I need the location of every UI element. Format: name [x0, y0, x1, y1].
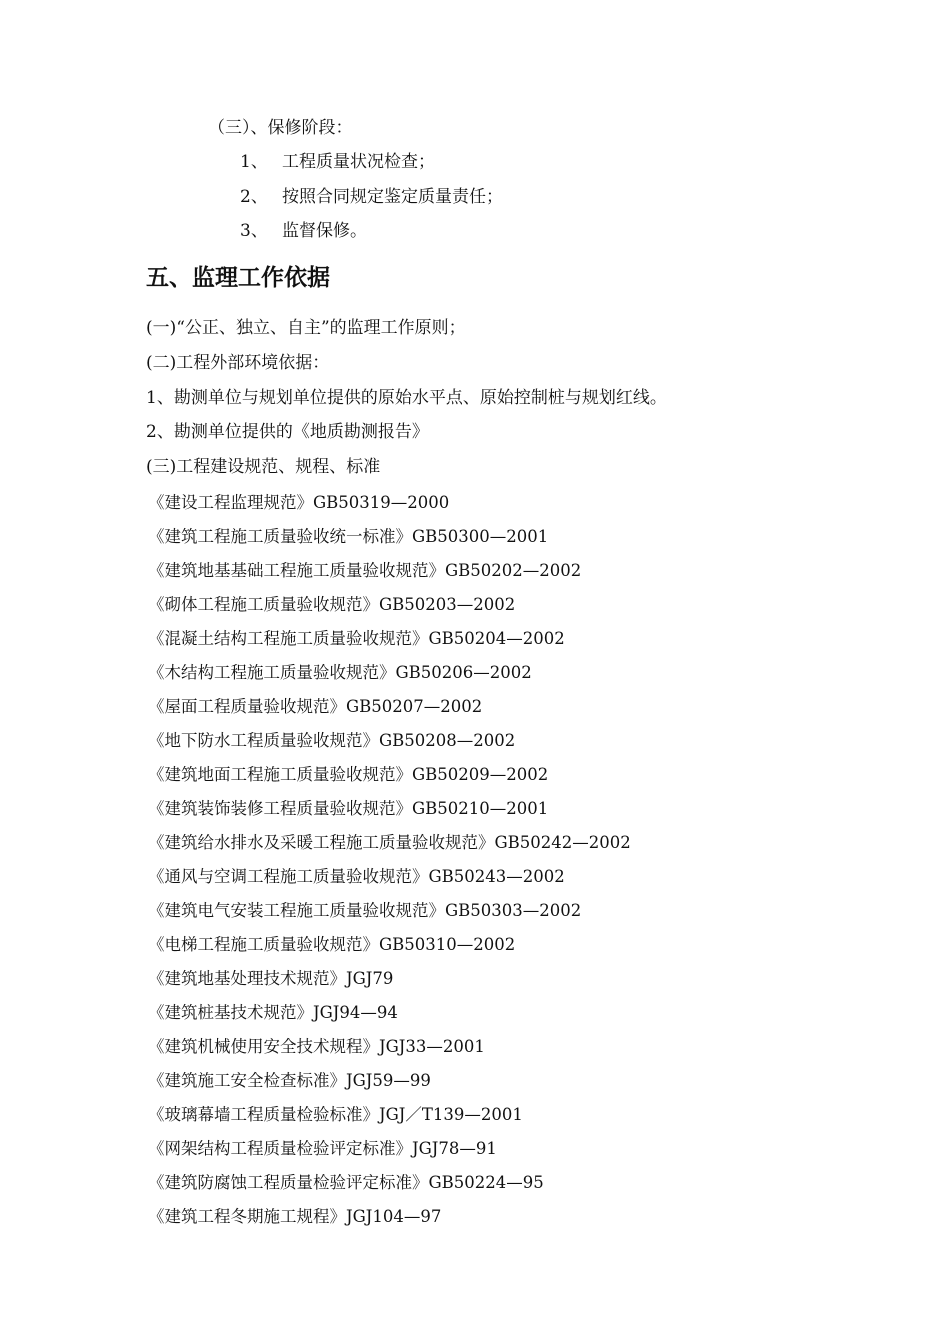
standard-item: 《建筑桩基技术规范》JGJ94—94: [148, 1003, 398, 1022]
standard-item: 《建筑机械使用安全技术规程》JGJ33—2001: [148, 1037, 485, 1056]
section3-item-1-number: 1、: [240, 152, 268, 172]
paragraph-external-basis: (二)工程外部环境依据：: [146, 353, 330, 373]
standard-item: 《建筑地面工程施工质量验收规范》GB50209—2002: [148, 765, 549, 784]
standard-item: 《砌体工程施工质量验收规范》GB50203—2002: [148, 595, 516, 614]
standard-item: 《地下防水工程质量验收规范》GB50208—2002: [148, 731, 516, 750]
standard-item: 《屋面工程质量验收规范》GB50207—2002: [148, 697, 483, 716]
standard-item: 《建筑工程施工质量验收统一标准》GB50300—2001: [148, 527, 549, 546]
section3-item-2-text: 按照合同规定鉴定质量责任；: [282, 187, 503, 207]
paragraph-principles: (一)“公正、独立、自主”的监理工作原则；: [146, 318, 466, 338]
standard-item: 《建筑装饰装修工程质量验收规范》GB50210—2001: [148, 799, 549, 818]
standard-item: 《木结构工程施工质量验收规范》GB50206—2002: [148, 663, 532, 682]
standard-item: 《建筑地基基础工程施工质量验收规范》GB50202—2002: [148, 561, 582, 580]
standard-item: 《建筑电气安装工程施工质量验收规范》GB50303—2002: [148, 901, 582, 920]
standard-item: 《建筑施工安全检查标准》JGJ59—99: [148, 1071, 431, 1090]
standard-item: 《建筑防腐蚀工程质量检验评定标准》GB50224—95: [148, 1173, 544, 1192]
section3-item-3-text: 监督保修。: [282, 221, 367, 241]
standard-item: 《建设工程监理规范》GB50319—2000: [148, 493, 450, 512]
section3-title: （三）、保修阶段：: [208, 118, 353, 138]
standard-item: 《建筑工程冬期施工规程》JGJ104—97: [148, 1207, 442, 1226]
standard-item: 《通风与空调工程施工质量验收规范》GB50243—2002: [148, 867, 565, 886]
section3-item-2-number: 2、: [240, 187, 268, 207]
standard-item: 《混凝土结构工程施工质量验收规范》GB50204—2002: [148, 629, 565, 648]
standard-item: 《玻璃幕墙工程质量检验标准》JGJ／T139—2001: [148, 1105, 523, 1124]
standard-item: 《网架结构工程质量检验评定标准》JGJ78—91: [148, 1139, 497, 1158]
standard-item: 《建筑地基处理技术规范》JGJ79: [148, 969, 394, 988]
section-heading: 五、监理工作依据: [146, 265, 330, 291]
section3-item-3-number: 3、: [240, 221, 268, 241]
paragraph-survey-benchmarks: 1、勘测单位与规划单位提供的原始水平点、原始控制桩与规划红线。: [146, 388, 667, 408]
standard-item: 《电梯工程施工质量验收规范》GB50310—2002: [148, 935, 516, 954]
section3-item-1-text: 工程质量状况检查；: [282, 152, 435, 172]
standard-item: 《建筑给水排水及采暖工程施工质量验收规范》GB50242—2002: [148, 833, 631, 852]
paragraph-standards-heading: (三)工程建设规范、规程、标准: [146, 457, 381, 477]
paragraph-geology-report: 2、勘测单位提供的《地质勘测报告》: [146, 422, 429, 442]
